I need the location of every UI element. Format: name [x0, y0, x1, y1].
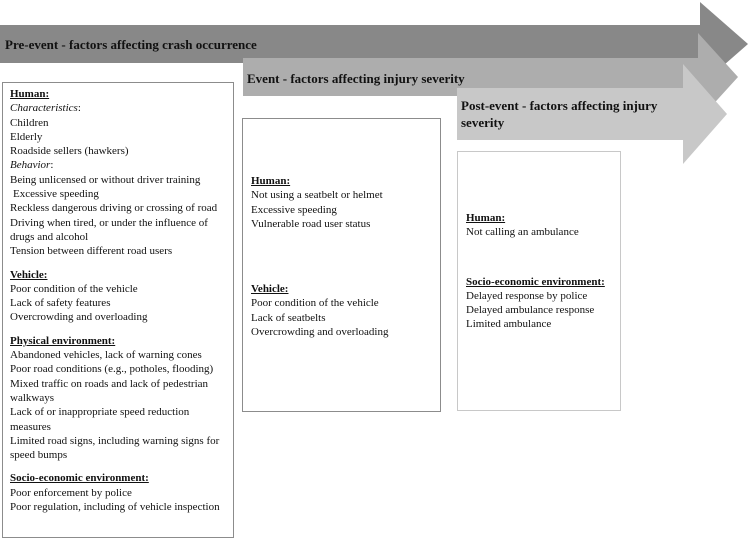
human-heading: Human: [466, 212, 506, 224]
list-item: Overcrowding and overloading [10, 311, 148, 324]
list-item: Excessive speeding [251, 203, 337, 216]
post-event-title: Post-event - factors affecting injury severity [461, 98, 658, 130]
list-item: Lack of seatbelts [251, 311, 326, 324]
list-item: Tension between different road users [10, 245, 173, 258]
list-item: Elderly [10, 130, 43, 143]
list-item: Delayed ambulance response [466, 304, 595, 317]
list-item: Poor enforcement by police [10, 486, 132, 499]
list-item: Reckless dangerous driving or crossing of road [10, 202, 218, 215]
list-item: Being unlicensed or without driver training [10, 173, 201, 186]
pre-event-title: Pre-event - factors affecting crash occurrence [5, 37, 257, 52]
list-item: Poor regulation, including of vehicle inspection [10, 501, 220, 514]
list-item: Poor condition of the vehicle [10, 282, 138, 295]
socio-economic-heading: Socio-economic environment: [10, 472, 149, 485]
vehicle-heading: Vehicle: [10, 268, 48, 281]
list-item: Not using a seatbelt or helmet [251, 189, 383, 202]
behavior-label: Behavior: [10, 159, 54, 172]
list-item: Delayed response by police [466, 289, 588, 302]
list-item: Vulnerable road user status [251, 217, 371, 230]
list-item: Lack of or inappropriate speed reduction measures [10, 406, 190, 433]
human-heading: Human: [251, 175, 291, 187]
list-item: Abandoned vehicles, lack of warning cones [10, 349, 202, 362]
list-item: Children [10, 116, 49, 129]
characteristics-label: Characteristics: [10, 102, 81, 115]
event-factors-box [242, 118, 441, 412]
vehicle-heading: Vehicle: [251, 283, 289, 296]
list-item: Overcrowding and overloading [251, 326, 389, 339]
list-item: Poor road conditions (e.g., potholes, flooding) [10, 363, 214, 376]
event-title: Event - factors affecting injury severity [247, 71, 465, 86]
list-item: Excessive speeding [13, 188, 99, 201]
pre-event-factors-box [2, 82, 234, 538]
socio-economic-heading: Socio-economic environment: [466, 275, 605, 288]
human-heading: Human: [10, 88, 50, 100]
post-event-factors-box [457, 151, 621, 411]
list-item: Limited road signs, including warning signs for speed bumps [10, 434, 220, 462]
list-item: Mixed traffic on roads and lack of pedestrian walkways [10, 377, 209, 404]
list-item: Lack of safety features [10, 297, 111, 310]
list-item: Driving when tired, or under the influence of drugs and alcohol [10, 216, 208, 243]
list-item: Roadside sellers (hawkers) [10, 145, 129, 158]
physical-environment-heading: Physical environment: [10, 334, 116, 347]
list-item: Limited ambulance [466, 318, 552, 331]
list-item: Not calling an ambulance [466, 226, 579, 239]
list-item: Poor condition of the vehicle [251, 297, 379, 310]
